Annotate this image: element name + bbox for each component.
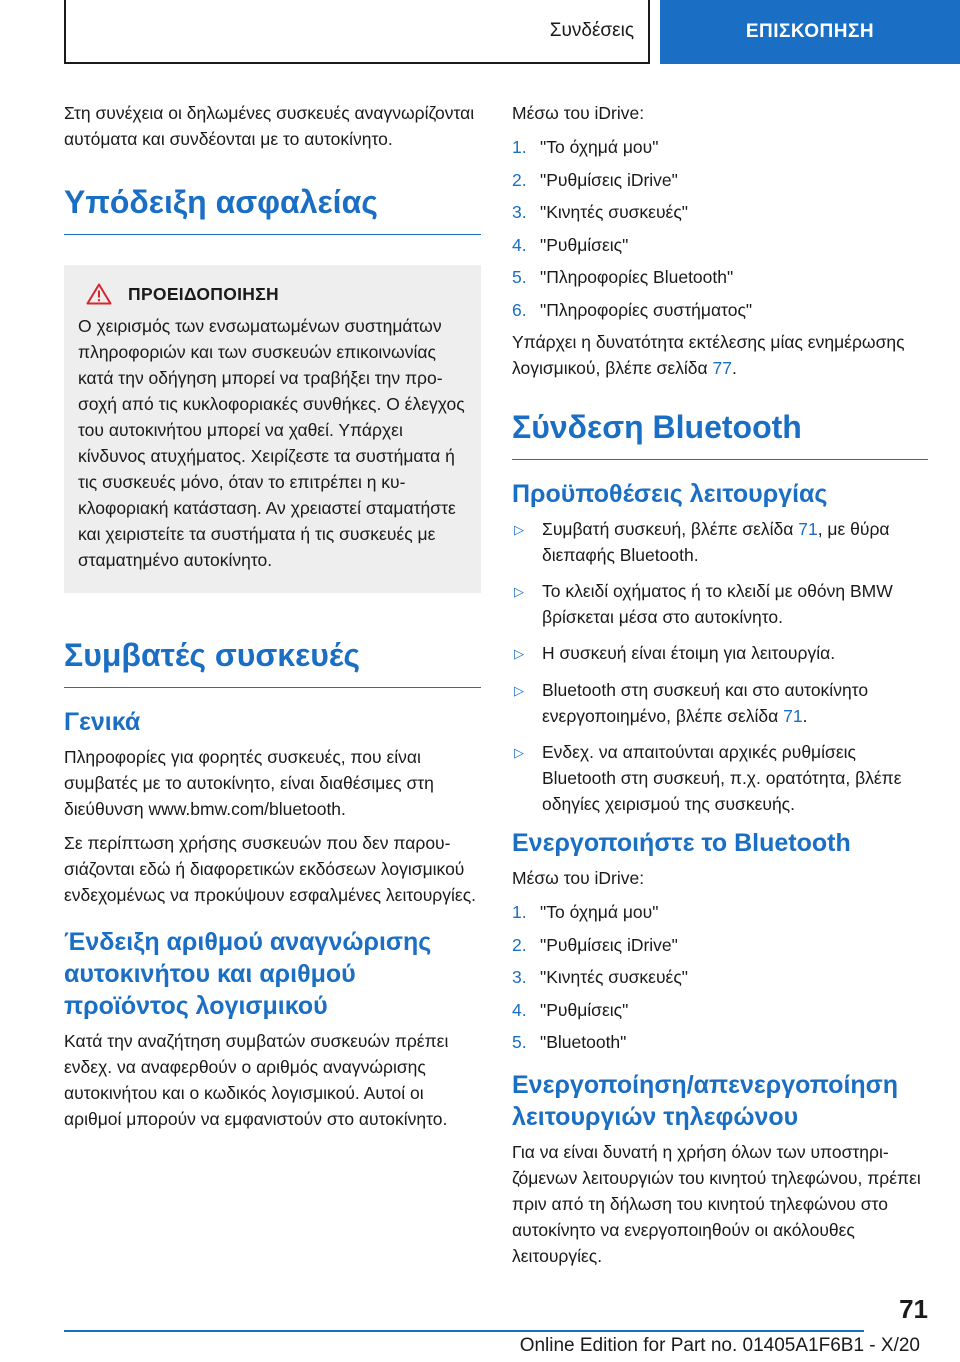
software-update-text: Υπάρχει η δυνατότητα εκτέλεσης μίας ενημέρωσης λογισμικού, βλέπε σελίδα (512, 332, 905, 378)
activate-bluetooth-heading: Ενεργοποιήστε το Bluetooth (512, 829, 851, 857)
prerequisite-text: Η συσκευή είναι έτοιμη για λειτουργία. (542, 643, 836, 663)
step-number: 2. (512, 934, 527, 955)
step-text: "Πληροφορίες Bluetooth" (540, 267, 734, 287)
warning-text: Ο χειρισμός των ενσωματωμένων συστημάτων πληροφοριών και των συσκευών επικοινωνίας κατά την οδήγηση μπορεί να τραβήξει την προσοχή από τις κυκλοφοριακές συνθήκες. Ο έλεγχος του αυτοκινήτου μπορεί να χαθεί. Υπάρχει κίνδυνος ατυχήματος. Χειρίζεστε τα συστήματα ή τις συσκευές μόνο, όταν το επιτρέπει η κυκλοφοριακή κατάσταση. Αν χρειαστεί σταματήστε και χειριστείτε τα συστήματα ή τις συσκευές με σταματημένο αυτοκίνητο. (78, 316, 465, 570)
step-number: 4. (512, 999, 527, 1020)
page-link[interactable]: 71 (783, 706, 803, 726)
triangle-bullet-icon: ▷ (514, 745, 524, 760)
step-number: 3. (512, 202, 527, 222)
prerequisites-heading: Προϋποθέσεις λειτουργίας (512, 480, 828, 508)
id-number-paragraph: Κατά την αναζήτηση συμβατών συσκευών πρέπει ενδεχ. να αναφερθούν ο αριθμός αναγνώρισης αυτοκινήτου και ο κωδικός λογισμικού. Αυτοί οι αριθμοί μπορούν να εμφανιστούν στο αυτοκίνητο. (64, 1031, 449, 1129)
general-paragraph-1: Πληροφορίες για φορητές συσκευές, που είναι συμβατές με το αυτοκίνητο, είναι διαθέσιμες στη διεύθυνση www.bmw.com/bluetooth. (64, 747, 434, 819)
prerequisite-text-wrap (542, 640, 835, 667)
idrive-steps-list-1 (512, 134, 928, 323)
phone-functions-heading: Ενεργοποίηση/απενεργοποίηση λειτουργιών τηλεφώνου (512, 1071, 899, 1131)
step-number: 1. (512, 137, 527, 157)
footer-divider (64, 1330, 864, 1332)
step-item (512, 964, 928, 990)
page-number: 71 (899, 1294, 928, 1324)
step-number: 4. (512, 234, 527, 255)
header-chapter-tab (660, 0, 960, 64)
step-item (512, 997, 928, 1023)
via-idrive-label-1: Μέσω του iDrive: (512, 103, 645, 123)
warning-box (64, 265, 481, 593)
prerequisite-text-wrap (542, 578, 928, 630)
phone-functions-paragraph: Για να είναι δυνατή η χρήση όλων των υποστηριζόμενων λειτουργιών του κινητού τηλεφώνου, πρέπει πριν από τη δήλωση του κινητού τηλεφώνου στο αυτοκίνητο να ενεργοποιηθούν οι ακόλουθες λειτουργίες. (512, 1142, 921, 1266)
step-number: 1. (512, 902, 527, 922)
header-section-label: Συνδέσεις (549, 20, 634, 41)
right-column (512, 100, 928, 1277)
id-number-heading: Ένδειξη αριθμού αναγνώρισης αυτοκινήτου και αριθμού προϊόντος λογισμικού (64, 928, 432, 1020)
page-link[interactable]: 71 (798, 519, 818, 539)
step-text: "Ρυθμίσεις iDrive" (540, 934, 678, 955)
step-number: 2. (512, 169, 527, 190)
step-item (512, 932, 928, 958)
header-chapter-label: ΕΠΙΣΚΟΠΗΣΗ (745, 21, 875, 42)
page-link-77[interactable]: 77 (712, 358, 732, 378)
compatible-devices-heading: Συμβατές συσκευές (64, 635, 481, 688)
step-text: "Το όχημά μου" (540, 137, 659, 157)
step-item (512, 199, 928, 225)
step-item (512, 134, 928, 160)
triangle-bullet-icon: ▷ (514, 646, 524, 661)
step-text: "Κινητές συσκευές" (540, 202, 689, 222)
prerequisite-item (512, 739, 928, 817)
prerequisite-text-wrap (542, 516, 928, 568)
prerequisite-text-wrap (542, 739, 928, 817)
prerequisite-text-after: . (802, 706, 808, 726)
step-text: "Πληροφορίες συστήματος" (540, 299, 753, 320)
warning-title: ΠΡΟΕΙΔΟΠΟΙΗΣΗ (128, 283, 279, 304)
prerequisite-item (512, 578, 928, 630)
prerequisite-text: Ενδεχ. να απαιτούνται αρχικές ρυθμίσεις Bluetooth στη συσκευή, π.χ. ορατότητα, βλέπε οδηγίες χειρισμού της συσκευής. (542, 742, 902, 814)
step-number: 6. (512, 299, 527, 320)
intro-paragraph: Στη συνέχεια οι δηλωμένες συσκευές αναγνωρίζονται αυτόματα και συνδέονται με το αυτοκίνητο. (64, 103, 475, 149)
via-idrive-label-2: Μέσω του iDrive: (512, 868, 645, 888)
triangle-bullet-icon: ▷ (514, 522, 524, 537)
prerequisite-item (512, 516, 928, 568)
idrive-steps-list-2 (512, 899, 928, 1055)
step-number: 3. (512, 967, 527, 987)
step-item (512, 232, 928, 258)
step-number: 5. (512, 1032, 527, 1052)
warning-triangle-icon (86, 283, 112, 305)
prerequisite-text-wrap (542, 677, 928, 729)
step-item (512, 167, 928, 193)
step-item (512, 1029, 928, 1055)
triangle-bullet-icon: ▷ (514, 683, 524, 698)
prerequisite-text-after: , με θύρα διεπαφής Bluetooth. (542, 519, 890, 565)
prerequisite-item (512, 677, 928, 729)
prerequisites-list (512, 516, 928, 817)
prerequisite-item (512, 640, 928, 667)
step-number: 5. (512, 267, 527, 287)
left-column (64, 100, 481, 1140)
footer-edition: Online Edition for Part no. 01405A1F6B1 - X/20 (519, 1335, 920, 1356)
step-item (512, 264, 928, 290)
triangle-bullet-icon: ▷ (514, 584, 524, 599)
general-paragraph-2: Σε περίπτωση χρήσης συσκευών που δεν παρουσιάζονται εδώ ή διαφορετικών εκδόσεων λογισμικού ενδεχομένως να προκύψουν εσφαλμένες λειτουργίες. (64, 833, 476, 905)
step-text: "Το όχημά μου" (540, 902, 659, 922)
header-section-tab (64, 0, 650, 64)
step-text: "Ρυθμίσεις" (540, 999, 629, 1020)
step-text: "Ρυθμίσεις" (540, 234, 629, 255)
prerequisite-text: Το κλειδί οχήματος ή το κλειδί με οθόνη BMW βρίσκεται μέσα στο αυτοκίνητο. (542, 581, 893, 627)
bluetooth-connection-heading: Σύνδεση Bluetooth (512, 407, 928, 460)
step-item (512, 899, 928, 925)
warning-header (78, 283, 467, 305)
step-text: "Bluetooth" (540, 1032, 627, 1052)
step-text: "Κινητές συσκευές" (540, 967, 689, 987)
prerequisite-text: Bluetooth στη συσκευή και στο αυτοκίνητο ενεργοποιημένο, βλέπε σελίδα (542, 680, 869, 726)
software-update-paragraph: Υπάρχει η δυνατότητα εκτέλεσης μίας ενημέρωσης λογισμικού, βλέπε σελίδα 77. (512, 332, 905, 378)
safety-heading: Υπόδειξη ασφαλείας (64, 182, 481, 235)
step-text: "Ρυθμίσεις iDrive" (540, 169, 678, 190)
step-item (512, 297, 928, 323)
general-heading: Γενικά (64, 708, 141, 736)
prerequisite-text: Συμβατή συσκευή, βλέπε σελίδα (542, 519, 799, 539)
